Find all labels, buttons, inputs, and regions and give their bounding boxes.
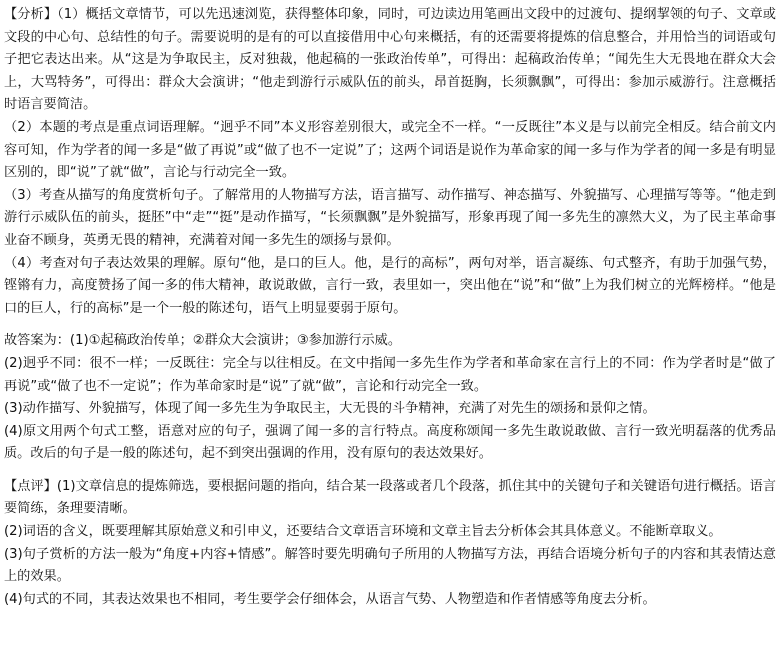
answer-paragraph-1: 故答案为：(1)①起稿政治传单；②群众大会演讲；③参加游行示威。: [4, 333, 402, 349]
comment-paragraph-1: 【点评】(1)文章信息的提炼筛选，要根据问题的指向，结合某一段落或者几个段落，抓住其中的关键句子和关键语句进行概括。语言要简练，条理要清晰。: [4, 478, 776, 517]
answer-paragraph-4: (4)原文用两个句式工整，语意对应的句子，强调了闻一多的言行特点。高度称颂闻一多先生敢说敢做、言行一致光明磊落的优秀品质。改后的句子是一般的陈述句，起不到突出强调的作用，没有原句的表达效果好。: [4, 423, 776, 462]
answer-paragraph-2: (2)迥乎不同：很不一样；一反既往：完全与以往相反。在文中指闻一多先生作为学者和革命家在言行上的不同：作为学者时是“做了再说”或“做了也不一定说”；作为革命家时是“说”了就“做”，言论和行动完全一致。: [4, 355, 776, 394]
answer-paragraph-3: (3)动作描写、外貌描写，体现了闻一多先生为争取民主，大无畏的斗争精神，充满了对先生的颂扬和景仰之情。: [4, 401, 656, 417]
answer-section: [4, 330, 776, 466]
section-gap: [4, 466, 776, 476]
analysis-paragraph-4: （4）考查对句子表达效果的理解。原句“他，是口的巨人。他，是行的高标”，两句对举，语言凝练、句式整齐，有助于加强气势，铿锵有力，高度赞扬了闻一多的伟大精神，敢说敢做，言行一致，表里如一，突出他在“说”和“做”上为我们树立的光辉榜样。“他是口的巨人，行的高标”是一个一般的陈述句，语气上明显要弱于原句。: [4, 255, 776, 316]
comment-paragraph-2: (2)词语的含义，既要理解其原始意义和引申义，还要结合文章语言环境和文章主旨去分析体会其具体意义。不能断章取义。: [4, 524, 722, 540]
comment-paragraph-3: (3)句子赏析的方法一般为“角度+内容+情感”。解答时要先明确句子所用的人物描写方法，再结合语境分析句子的内容和其表情达意上的效果。: [4, 546, 776, 585]
comment-section: [4, 476, 776, 612]
comment-paragraph-4: (4)句式的不同，其表达效果也不相同，考生要学会仔细体会，从语言气势、人物塑造和作者情感等角度去分析。: [4, 591, 656, 607]
analysis-paragraph-1: 【分析】（1）概括文章情节，可以先迅速浏览，获得整体印象，同时，可边读边用笔画出文段中的过渡句、提纲挈领的句子、文章或文段的中心句、总结性的句子。需要说明的是有的可以直接借用中心句来概括，有的还需要将提炼的信息整合，并用恰当的词语或句子把它表达出来。从“这是为争取民主，反对独裁，他起稿的一张政治传单”，可得出：起稿政治传单；“闻先生大无畏地在群众大会上，大骂特务”，可得出：群众大会演讲；“他走到游行示威队伍的前头，昂首挺胸，长须飘飘”，可得出：参加示威游行。注意概括时语言要简洁。: [4, 7, 776, 113]
section-gap: [4, 320, 776, 330]
analysis-paragraph-3: （3）考查从描写的角度赏析句子。了解常用的人物描写方法，语言描写、动作描写、神态描写、外貌描写、心理描写等等。“他走到游行示威队伍的前头，挺胚”中“走”“挺”是动作描写，“长须飘飘”是外貌描写，形象再现了闻一多先生的凛然大义，为了民主革命事业奋不顾身，英勇无畏的精神，充满着对闻一多先生的颂扬与景仰。: [4, 187, 776, 248]
analysis-section: [4, 4, 776, 320]
analysis-paragraph-2: （2）本题的考点是重点词语理解。“迥乎不同”本义形容差别很大，或完全不一样。“一反既往”本义是与以前完全相反。结合前文内容可知，作为学者的闻一多是“做了再说”或“做了也不一定说”了；这两个词语是说作为革命家的闻一多与作为学者的闻一多是有明显区别的，即“说”了就“做”，言论与行动完全一致。: [4, 119, 776, 181]
